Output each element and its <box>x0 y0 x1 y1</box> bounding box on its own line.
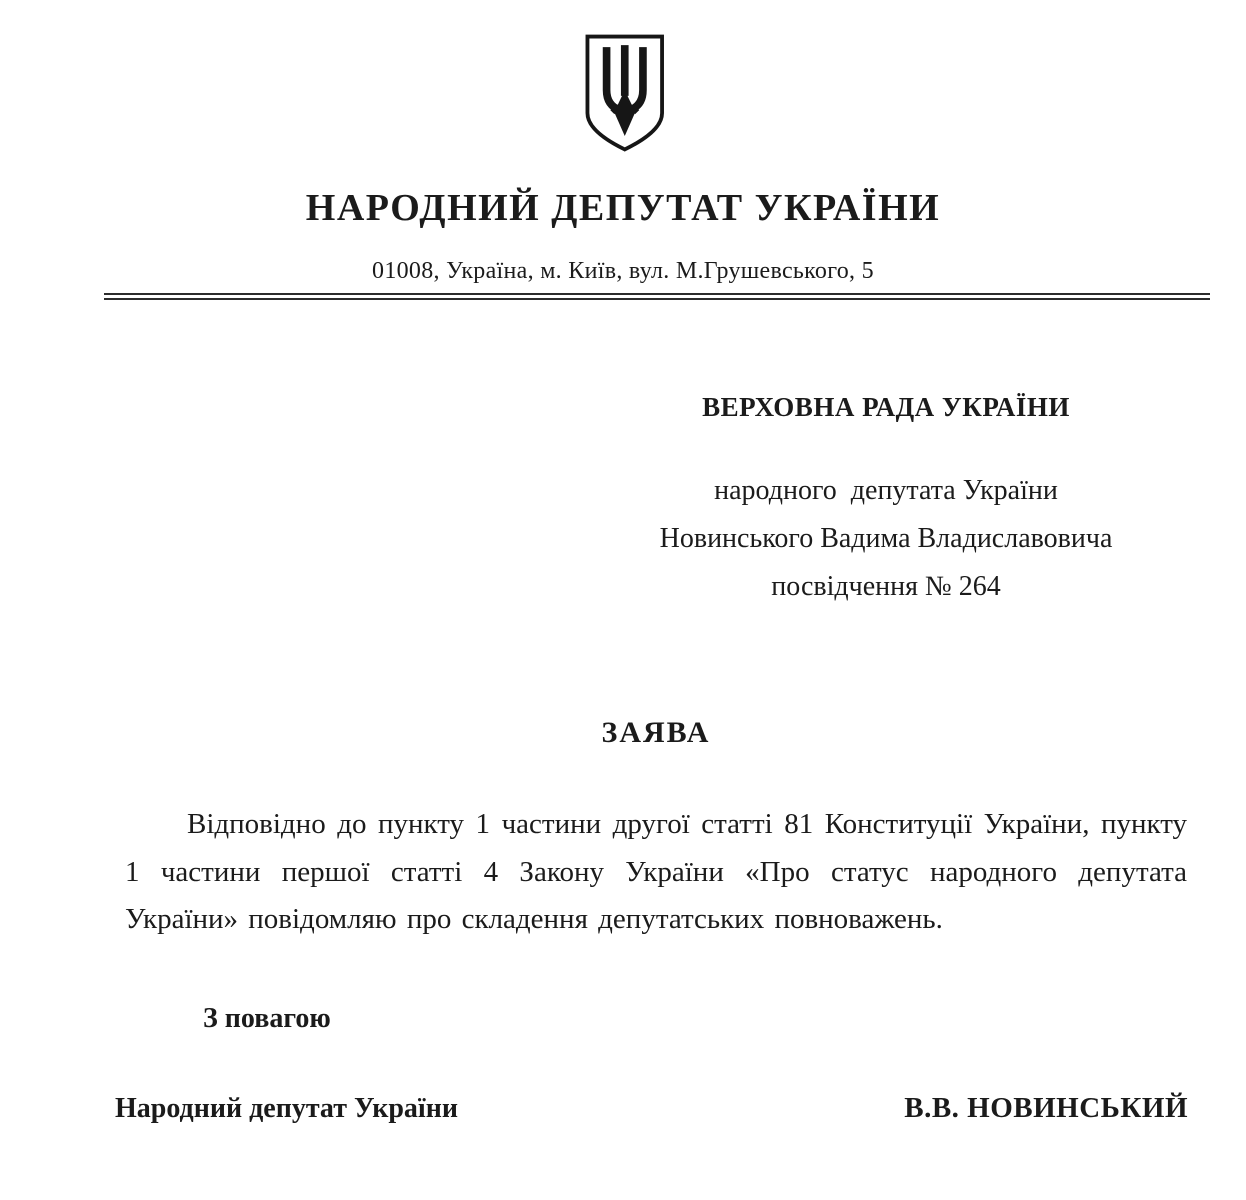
recipient-line-credential: посвідчення № 264 <box>771 571 1001 602</box>
statement-heading: ЗАЯВА <box>601 716 711 749</box>
recipient-institution: ВЕРХОВНА РАДА УКРАЇНИ <box>702 392 1070 422</box>
recipient-details <box>626 467 1146 611</box>
ukraine-trident-emblem-icon <box>581 32 669 154</box>
letterhead-address: 01008, Україна, м. Київ, вул. М.Грушевського, 5 <box>372 258 874 284</box>
recipient-line-deputy: народного депутата України <box>714 475 1058 506</box>
closing-salutation: З повагою <box>203 1003 331 1034</box>
letterhead-title: НАРОДНИЙ ДЕПУТАТ УКРАЇНИ <box>305 187 941 229</box>
recipient-block <box>626 392 1146 611</box>
statement-body: Відповідно до пункту 1 частини другої статті 81 Конституції України, пункту 1 частини першої статті 4 Закону України «Про статус народного депутата України» повідомляю про складення депутатських повноважень. <box>125 808 1187 935</box>
recipient-line-name: Новинського Вадима Владиславовича <box>659 523 1113 554</box>
signature-row <box>115 1092 1188 1125</box>
signer-name: В.В. НОВИНСЬКИЙ <box>904 1092 1188 1124</box>
signer-title: Народний депутат України <box>115 1093 458 1124</box>
letterhead-divider-rule <box>104 293 1210 300</box>
